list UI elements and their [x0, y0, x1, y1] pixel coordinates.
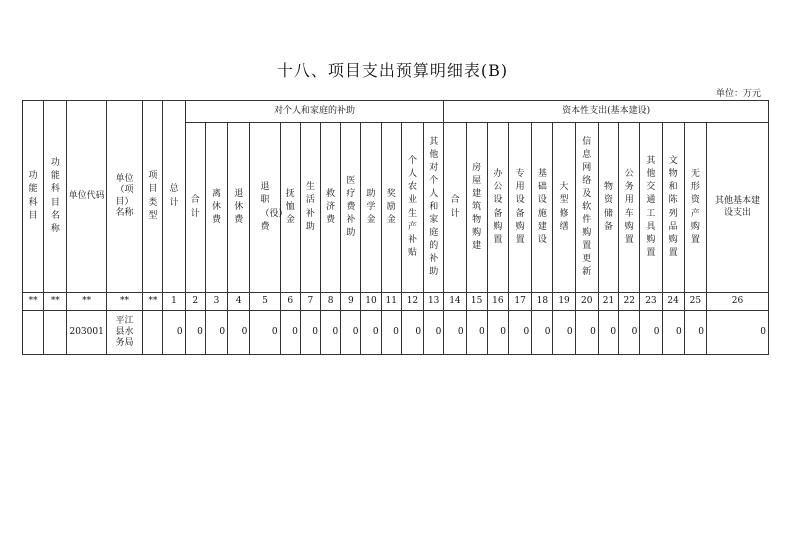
personal-col-header-4: 抚恤金: [280, 123, 300, 293]
group-header-capital: 资本性支出(基本建设): [444, 101, 769, 123]
personal-col-header-2: 退休费: [228, 123, 250, 293]
code-number-cell: 22: [619, 293, 640, 311]
value-cell: 0: [508, 311, 531, 355]
value-cell: 0: [598, 311, 618, 355]
personal-col-header-6: 救济费: [321, 123, 341, 293]
header-func-name: 功能科目名称: [44, 101, 67, 293]
value-cell: 0: [640, 311, 662, 355]
value-cell: 0: [662, 311, 684, 355]
value-cell: 0: [706, 311, 768, 355]
personal-col-header-11: 其他对个人和家庭的补助: [424, 123, 444, 293]
value-cell: 0: [205, 311, 227, 355]
capital-col-header-5: 大型修缮: [553, 123, 575, 293]
cell-func-code: [23, 311, 44, 355]
header-unit-code: 单位代码: [67, 101, 106, 293]
personal-col-header-1: 离休费: [205, 123, 227, 293]
value-cell: 0: [575, 311, 598, 355]
personal-col-header-0: 合计: [185, 123, 205, 293]
code-row: [23, 293, 769, 311]
code-number-cell: 20: [575, 293, 598, 311]
code-number-cell: 16: [487, 293, 508, 311]
value-cell: 0: [361, 311, 381, 355]
value-cell: 0: [341, 311, 361, 355]
personal-col-header-3: 退职（役）费: [250, 123, 280, 293]
capital-col-header-11: 无形资产购置: [684, 123, 706, 293]
capital-col-header-0: 合计: [444, 123, 466, 293]
personal-col-header-10: 个人农业生产补贴: [401, 123, 423, 293]
code-number-cell: 13: [424, 293, 444, 311]
cell-func-name: [44, 311, 67, 355]
value-cell: 0: [163, 311, 185, 355]
code-number-cell: 17: [508, 293, 531, 311]
value-cell: 0: [300, 311, 320, 355]
page-title: 十八、项目支出预算明细表(B): [276, 61, 509, 80]
value-cell: 0: [466, 311, 487, 355]
capital-col-header-4: 基础设施建设: [532, 123, 553, 293]
code-number-cell: 2: [185, 293, 205, 311]
value-cell: 0: [250, 311, 280, 355]
personal-col-header-9: 奖励金: [381, 123, 401, 293]
code-number-cell: 15: [466, 293, 487, 311]
code-number-cell: 3: [205, 293, 227, 311]
header-func-code: 功能科目: [23, 101, 44, 293]
code-number-cell: 11: [381, 293, 401, 311]
capital-col-header-3: 专用设备购置: [508, 123, 531, 293]
code-number-cell: 8: [321, 293, 341, 311]
code-star-cell: **: [106, 293, 142, 311]
capital-col-header-1: 房屋建筑物购建: [466, 123, 487, 293]
header-proj-type: 项目类型: [143, 101, 163, 293]
code-number-cell: 1: [163, 293, 185, 311]
value-cell: 0: [424, 311, 444, 355]
code-star-cell: **: [67, 293, 106, 311]
code-number-cell: 4: [228, 293, 250, 311]
header-unit-name: 单位（项目）名称: [106, 101, 142, 293]
cell-unit-name: 平江县水务局: [106, 311, 142, 355]
cell-proj-type: [143, 311, 163, 355]
value-cell: 0: [487, 311, 508, 355]
code-number-cell: 7: [300, 293, 320, 311]
code-star-cell: **: [44, 293, 67, 311]
header-total: 总计: [163, 101, 185, 293]
code-number-cell: 10: [361, 293, 381, 311]
personal-col-header-8: 助学金: [361, 123, 381, 293]
code-number-cell: 21: [598, 293, 618, 311]
value-cell: 0: [185, 311, 205, 355]
group-header-personal: 对个人和家庭的补助: [185, 101, 444, 123]
value-cell: 0: [401, 311, 423, 355]
capital-col-header-12: 其他基本建设支出: [706, 123, 768, 293]
code-number-cell: 24: [662, 293, 684, 311]
value-cell: 0: [321, 311, 341, 355]
code-number-cell: 12: [401, 293, 423, 311]
code-number-cell: 26: [706, 293, 768, 311]
personal-col-header-7: 医疗费补助: [341, 123, 361, 293]
code-number-cell: 18: [532, 293, 553, 311]
capital-col-header-9: 其他交通工具购置: [640, 123, 662, 293]
personal-col-header-5: 生活补助: [300, 123, 320, 293]
capital-col-header-6: 信息网络及软件购置更新: [575, 123, 598, 293]
code-star-cell: **: [143, 293, 163, 311]
capital-col-header-2: 办公设备购置: [487, 123, 508, 293]
code-number-cell: 25: [684, 293, 706, 311]
code-star-cell: **: [23, 293, 44, 311]
capital-col-header-7: 物资储备: [598, 123, 618, 293]
code-number-cell: 19: [553, 293, 575, 311]
budget-table: [22, 100, 769, 355]
capital-col-header-10: 文物和陈列品购置: [662, 123, 684, 293]
code-number-cell: 23: [640, 293, 662, 311]
value-cell: 0: [619, 311, 640, 355]
table-row: [23, 311, 769, 355]
value-cell: 0: [280, 311, 300, 355]
value-cell: 0: [228, 311, 250, 355]
value-cell: 0: [532, 311, 553, 355]
value-cell: 0: [684, 311, 706, 355]
cell-unit-code: 203001: [67, 311, 106, 355]
code-number-cell: 6: [280, 293, 300, 311]
code-number-cell: 14: [444, 293, 466, 311]
code-number-cell: 5: [250, 293, 280, 311]
value-cell: 0: [444, 311, 466, 355]
capital-col-header-8: 公务用车购置: [619, 123, 640, 293]
unit-label: 单位：万元: [715, 89, 761, 99]
code-number-cell: 9: [341, 293, 361, 311]
value-cell: 0: [381, 311, 401, 355]
value-cell: 0: [553, 311, 575, 355]
